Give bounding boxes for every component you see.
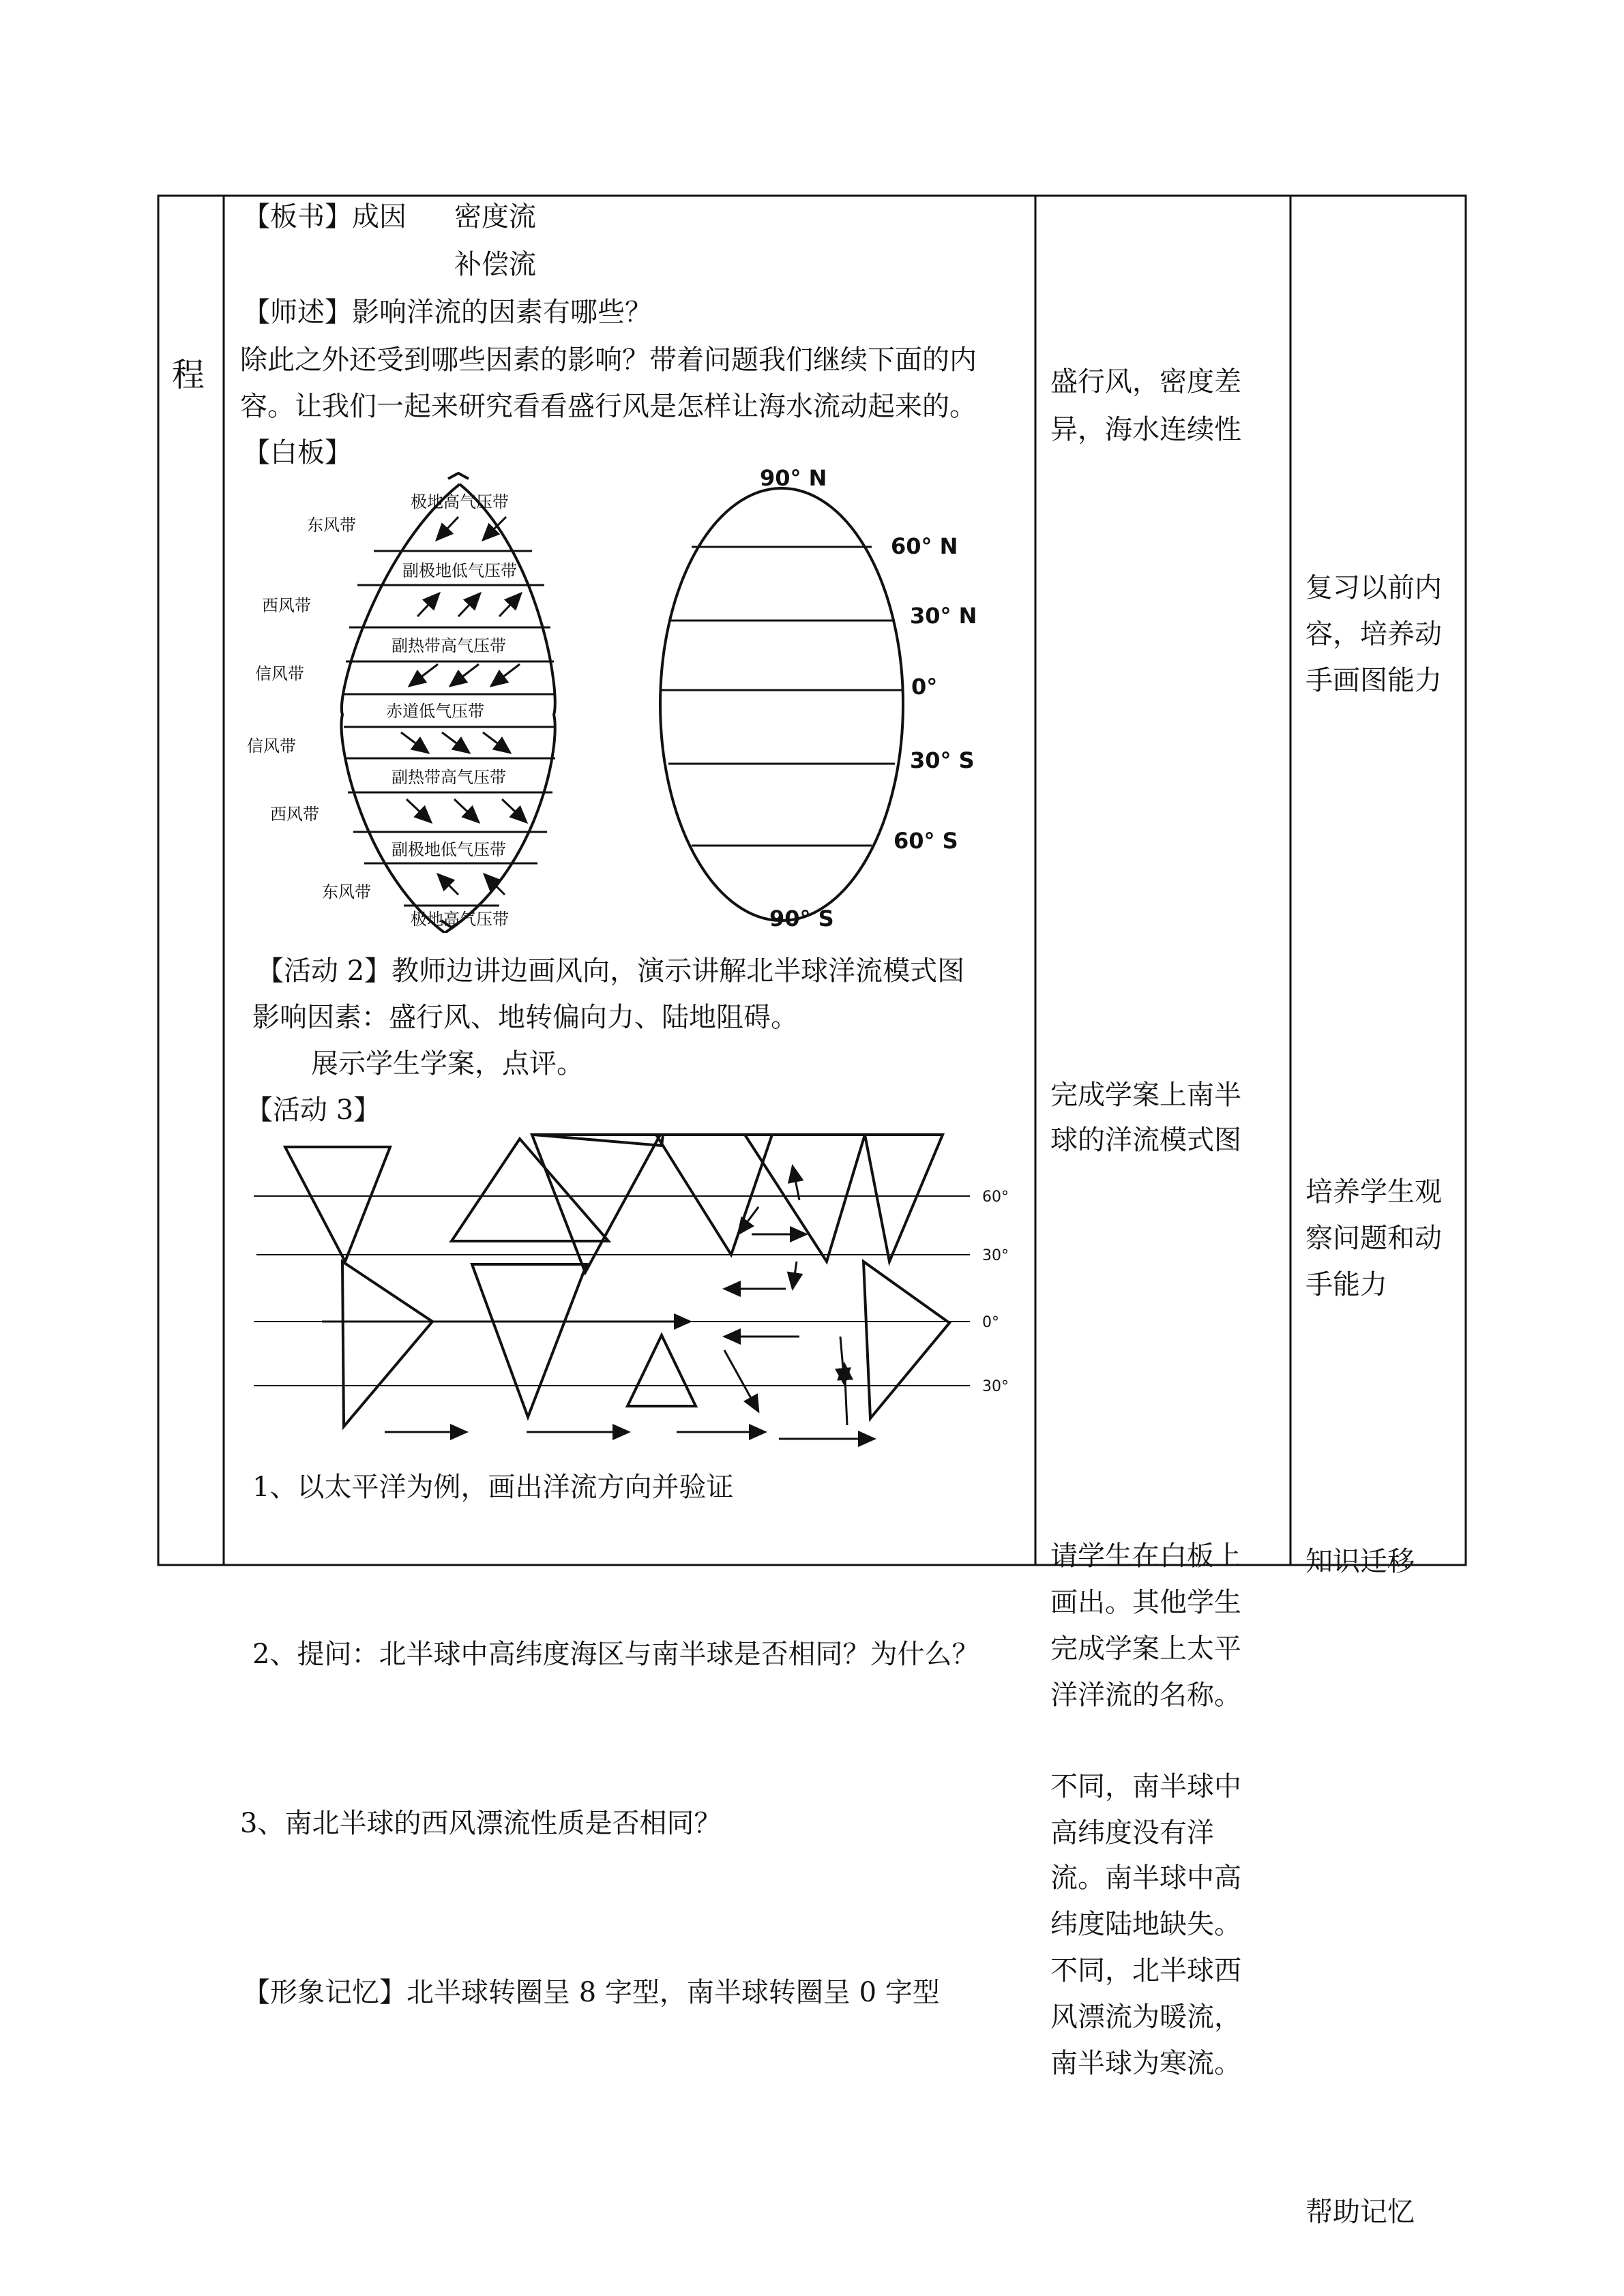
- wind-belt-label: 东风带: [307, 516, 356, 535]
- wind-belt-label: 信风带: [255, 664, 304, 683]
- wind-belt-label: 西风带: [270, 805, 319, 824]
- student-activity-3-line-1: 请学生在白板上: [1050, 1540, 1241, 1572]
- pressure-belt-label: 极地高气压带: [411, 910, 509, 929]
- whiteboard-label: 【白板】: [243, 437, 352, 468]
- density-current: 密度流: [454, 201, 536, 233]
- student-activity-5-line-2: 风漂流为暖流，: [1050, 2001, 1241, 2033]
- design-intent-2-line-2: 察问题和动: [1305, 1223, 1442, 1254]
- question-3: 3、南北半球的西风漂流性质是否相同？: [240, 1808, 722, 1839]
- current-latitude-label: 60°: [982, 1189, 1009, 1206]
- student-activity-4-line-2: 高纬度没有洋: [1050, 1817, 1214, 1849]
- pressure-belt-label: 赤道低气压带: [386, 702, 484, 721]
- activity-2: 【活动 2】教师边讲边画风向，演示讲解北半球洋流模式图: [256, 955, 965, 987]
- latitude-label: 0°: [911, 674, 938, 700]
- ellipse-outline: [660, 488, 903, 921]
- design-intent-1-line-3: 手画图能力: [1305, 665, 1442, 696]
- student-activity-2-line-2: 球的洋流模式图: [1050, 1124, 1241, 1156]
- question-2: 2、提问：北半球中高纬度海区与南半球是否相同？为什么？: [252, 1639, 979, 1670]
- wind-belt-label: 东风带: [322, 882, 371, 901]
- pressure-belt-label: 副热带高气压带: [392, 768, 506, 787]
- current-latitude-label: 30°: [982, 1247, 1009, 1264]
- latitude-label: 90° N: [760, 469, 827, 491]
- show-plans: 展示学生学案，点评。: [311, 1048, 584, 1079]
- current-latitude-labels: [982, 1189, 1009, 1395]
- pressure-belt-label: 极地高气压带: [411, 492, 509, 511]
- latitude-label: 60° N: [891, 533, 958, 559]
- design-intent-2-line-1: 培养学生观: [1305, 1176, 1442, 1208]
- intro-line-1: 除此之外还受到哪些因素的影响？带着问题我们继续下面的内: [240, 344, 977, 376]
- design-intent-2-line-3: 手能力: [1305, 1269, 1387, 1300]
- student-activity-5-line-1: 不同，北半球西: [1050, 1955, 1241, 1986]
- student-activity-4-line-4: 纬度陆地缺失。: [1050, 1909, 1241, 1940]
- student-activity-4-line-3: 流。南半球中高: [1050, 1862, 1241, 1894]
- design-intent-1-line-1: 复习以前内: [1305, 572, 1442, 603]
- latitude-diagram: [659, 469, 1014, 933]
- latitude-labels: [760, 469, 977, 931]
- continent-triangles: [285, 1135, 949, 1427]
- latitude-label: 30° S: [910, 747, 975, 773]
- stage-label: 程: [172, 356, 205, 394]
- wind-belt-label: 信风带: [247, 736, 296, 756]
- board-note: 【板书】成因: [243, 201, 407, 233]
- activity-3: 【活动 3】: [246, 1094, 381, 1126]
- current-latitude-label: 0°: [982, 1314, 999, 1331]
- intro-line-2: 容。让我们一起来研究看看盛行风是怎样让海水流动起来的。: [240, 391, 977, 422]
- teacher-question: 【师述】影响洋流的因素有哪些？: [243, 297, 652, 328]
- student-activity-2-line-1: 完成学案上南半: [1050, 1079, 1241, 1111]
- wind-belt-labels: [247, 516, 371, 901]
- student-activity-5-line-3: 南半球为寒流。: [1050, 2048, 1241, 2079]
- student-activity-1-line-2: 异，海水连续性: [1050, 414, 1241, 445]
- ocean-current-diagram: [254, 1125, 1031, 1466]
- latitude-label: 30° N: [910, 603, 977, 629]
- design-intent-1-line-2: 容，培养动: [1305, 618, 1442, 650]
- student-activity-4-line-1: 不同，南半球中: [1050, 1771, 1241, 1802]
- compensation-current: 补偿流: [454, 249, 536, 280]
- student-activity-1-line-1: 盛行风，密度差: [1050, 366, 1241, 398]
- student-activity-3-line-4: 洋洋流的名称。: [1050, 1680, 1241, 1711]
- design-intent-3: 知识迁移: [1305, 1546, 1415, 1577]
- student-activity-3-line-2: 画出。其他学生: [1050, 1587, 1241, 1618]
- design-intent-4: 帮助记忆: [1305, 2196, 1415, 2228]
- image-memory: 【形象记忆】北半球转圈呈 8 字型，南半球转圈呈 0 字型: [243, 1977, 940, 2008]
- question-1: 1、以太平洋为例，画出洋流方向并验证: [252, 1472, 734, 1503]
- pressure-belt-label: 副极地低气压带: [402, 561, 517, 580]
- latitude-lines: [660, 547, 903, 846]
- current-latitude-label: 30°: [982, 1378, 1009, 1395]
- pressure-belt-label: 副热带高气压带: [392, 636, 506, 655]
- latitude-label: 90° S: [769, 906, 834, 931]
- influencing-factors: 影响因素：盛行风、地转偏向力、陆地阻碍。: [252, 1002, 798, 1033]
- wind-belt-label: 西风带: [262, 596, 311, 615]
- pressure-belt-label: 副极地低气压带: [392, 840, 506, 859]
- latitude-label: 60° S: [894, 828, 958, 854]
- student-activity-3-line-3: 完成学案上太平: [1050, 1633, 1241, 1665]
- wind-belt-diagram: [240, 469, 622, 933]
